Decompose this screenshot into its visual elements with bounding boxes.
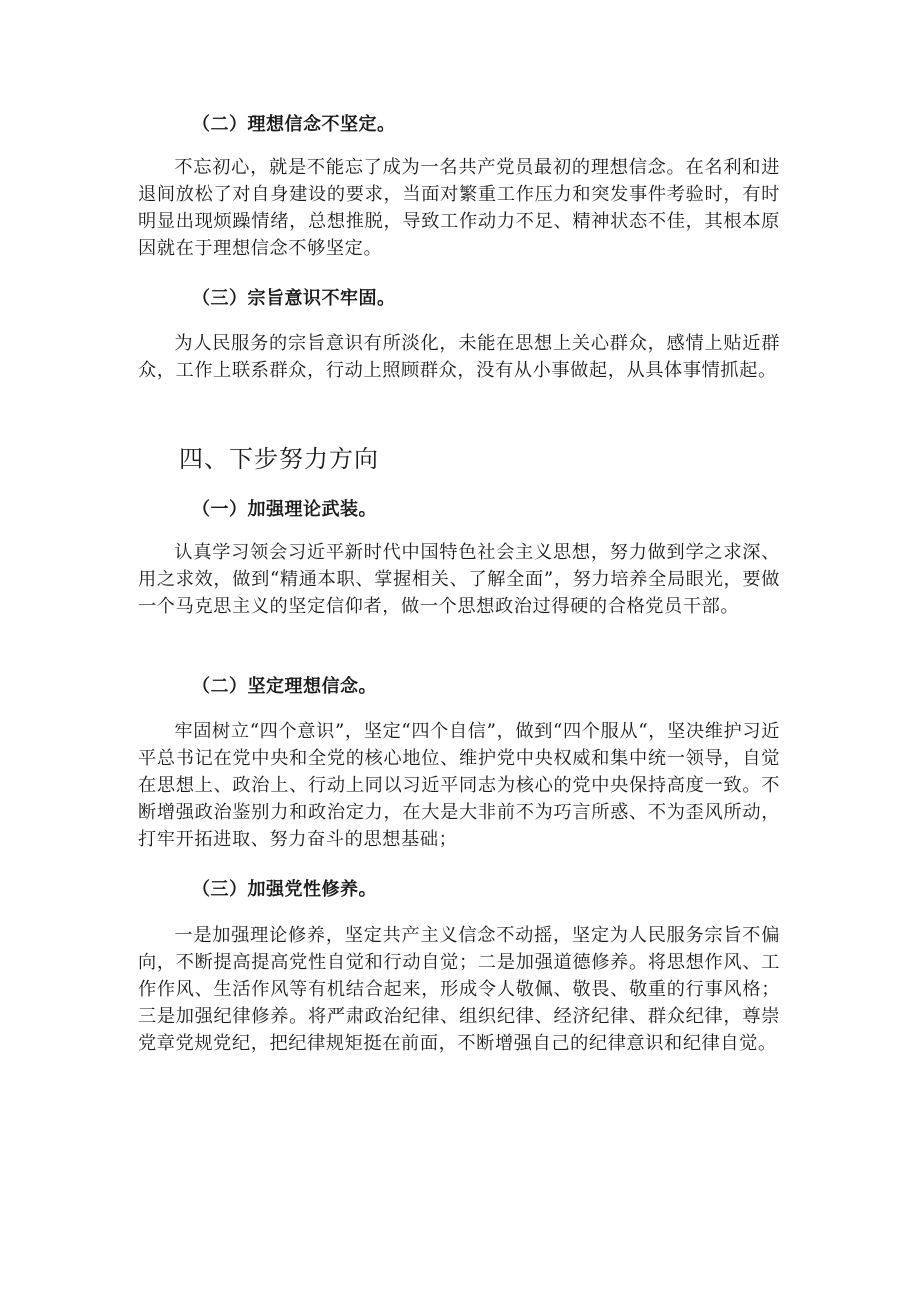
part-four-title: 四、下步努力方向 xyxy=(179,445,379,473)
part4-heading-1: （一）加强理论武装。 xyxy=(192,499,377,520)
section-body-2: 不忘初心，就是不能忘了成为一名共产党员最初的理想信念。在名利和进退间放松了对自身建设的要求，当面对繁重工作压力和突发事件考验时，有时明显出现烦躁情绪，总想推脱，导致工作动力不足、精神状态不佳，其根本原因就在于理想信念不够坚定。 xyxy=(138,157,780,259)
part4-body-2: 牢固树立“四个意识”，坚定“四个自信”，做到“四个服从“，坚决维护习近平总书记在党中央和全党的核心地位、维护党中央权威和集中统一领导，自觉在思想上、政治上、行动上同以习近平同志为核心的党中央保持高度一致。不断增强政治鉴别力和政治定力，在大是大非前不为巧言所惑、不为歪风所动，打牢开拓进取、努力奋斗的思想基础； xyxy=(138,721,780,850)
section-heading-2: （二）理想信念不坚定。 xyxy=(192,114,396,135)
part4-body-1: 认真学习领会习近平新时代中国特色社会主义思想，努力做到学之求深、用之求效，做到“精通本职、掌握相关、了解全面”，努力培养全局眼光，要做一个马克思主义的坚定信仰者，做一个思想政治过得硬的合格党员干部。 xyxy=(138,542,780,617)
part4-heading-2: （二）坚定理想信念。 xyxy=(192,676,377,697)
section-body-3: 为人民服务的宗旨意识有所淡化，未能在思想上关心群众，感情上贴近群众，工作上联系群众，行动上照顾群众，没有从小事做起，从具体事情抓起。 xyxy=(138,333,780,381)
part4-body-3: 一是加强理论修养，坚定共产主义信念不动摇，坚定为人民服务宗旨不偏向，不断提高提高党性自觉和行动自觉；二是加强道德修养。将思想作风、工作作风、生活作风等有机结合起来，形成令人敬佩、敬畏、敬重的行事风格；三是加强纪律修养。将严肃政治纪律、组织纪律、经济纪律、群众纪律，尊崇党章党规党纪，把纪律规矩挺在前面，不断增强自己的纪律意识和纪律自觉。 xyxy=(138,925,780,1054)
section-heading-3: （三）宗旨意识不牢固。 xyxy=(192,288,396,309)
part4-heading-3: （三）加强党性修养。 xyxy=(192,879,377,900)
